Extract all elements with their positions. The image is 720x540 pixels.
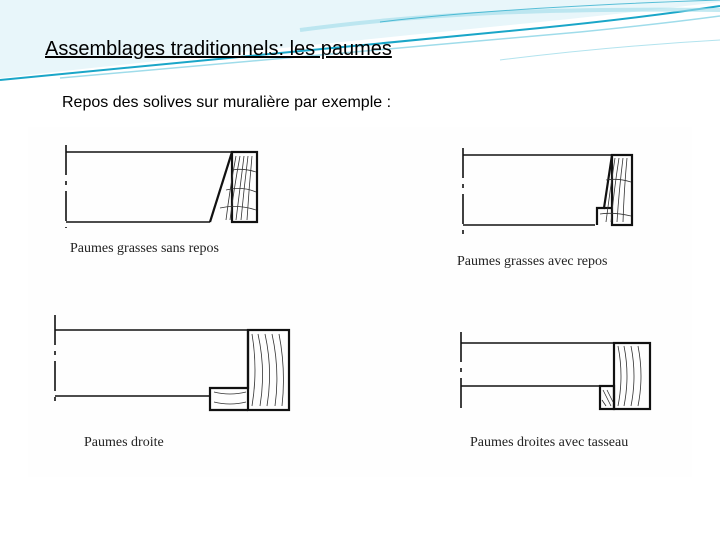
slide-subtitle: Repos des solives sur muralière par exemple : [62,94,392,111]
diagram-paumes-grasses-sans-repos [66,145,257,256]
diagram-paumes-grasses-avec-repos [457,148,632,269]
caption-paumes-droites-avec-tasseau: Paumes droites avec tasseau [470,435,629,450]
diagram-paumes-droite [55,315,289,450]
diagram-paumes-droites-avec-tasseau [461,332,650,450]
caption-paumes-grasses-avec-repos: Paumes grasses avec repos [457,254,608,269]
slide-title: Assemblages traditionnels: les paumes [45,38,392,60]
caption-paumes-grasses-sans-repos: Paumes grasses sans repos [70,241,219,256]
caption-paumes-droite: Paumes droite [84,435,164,450]
